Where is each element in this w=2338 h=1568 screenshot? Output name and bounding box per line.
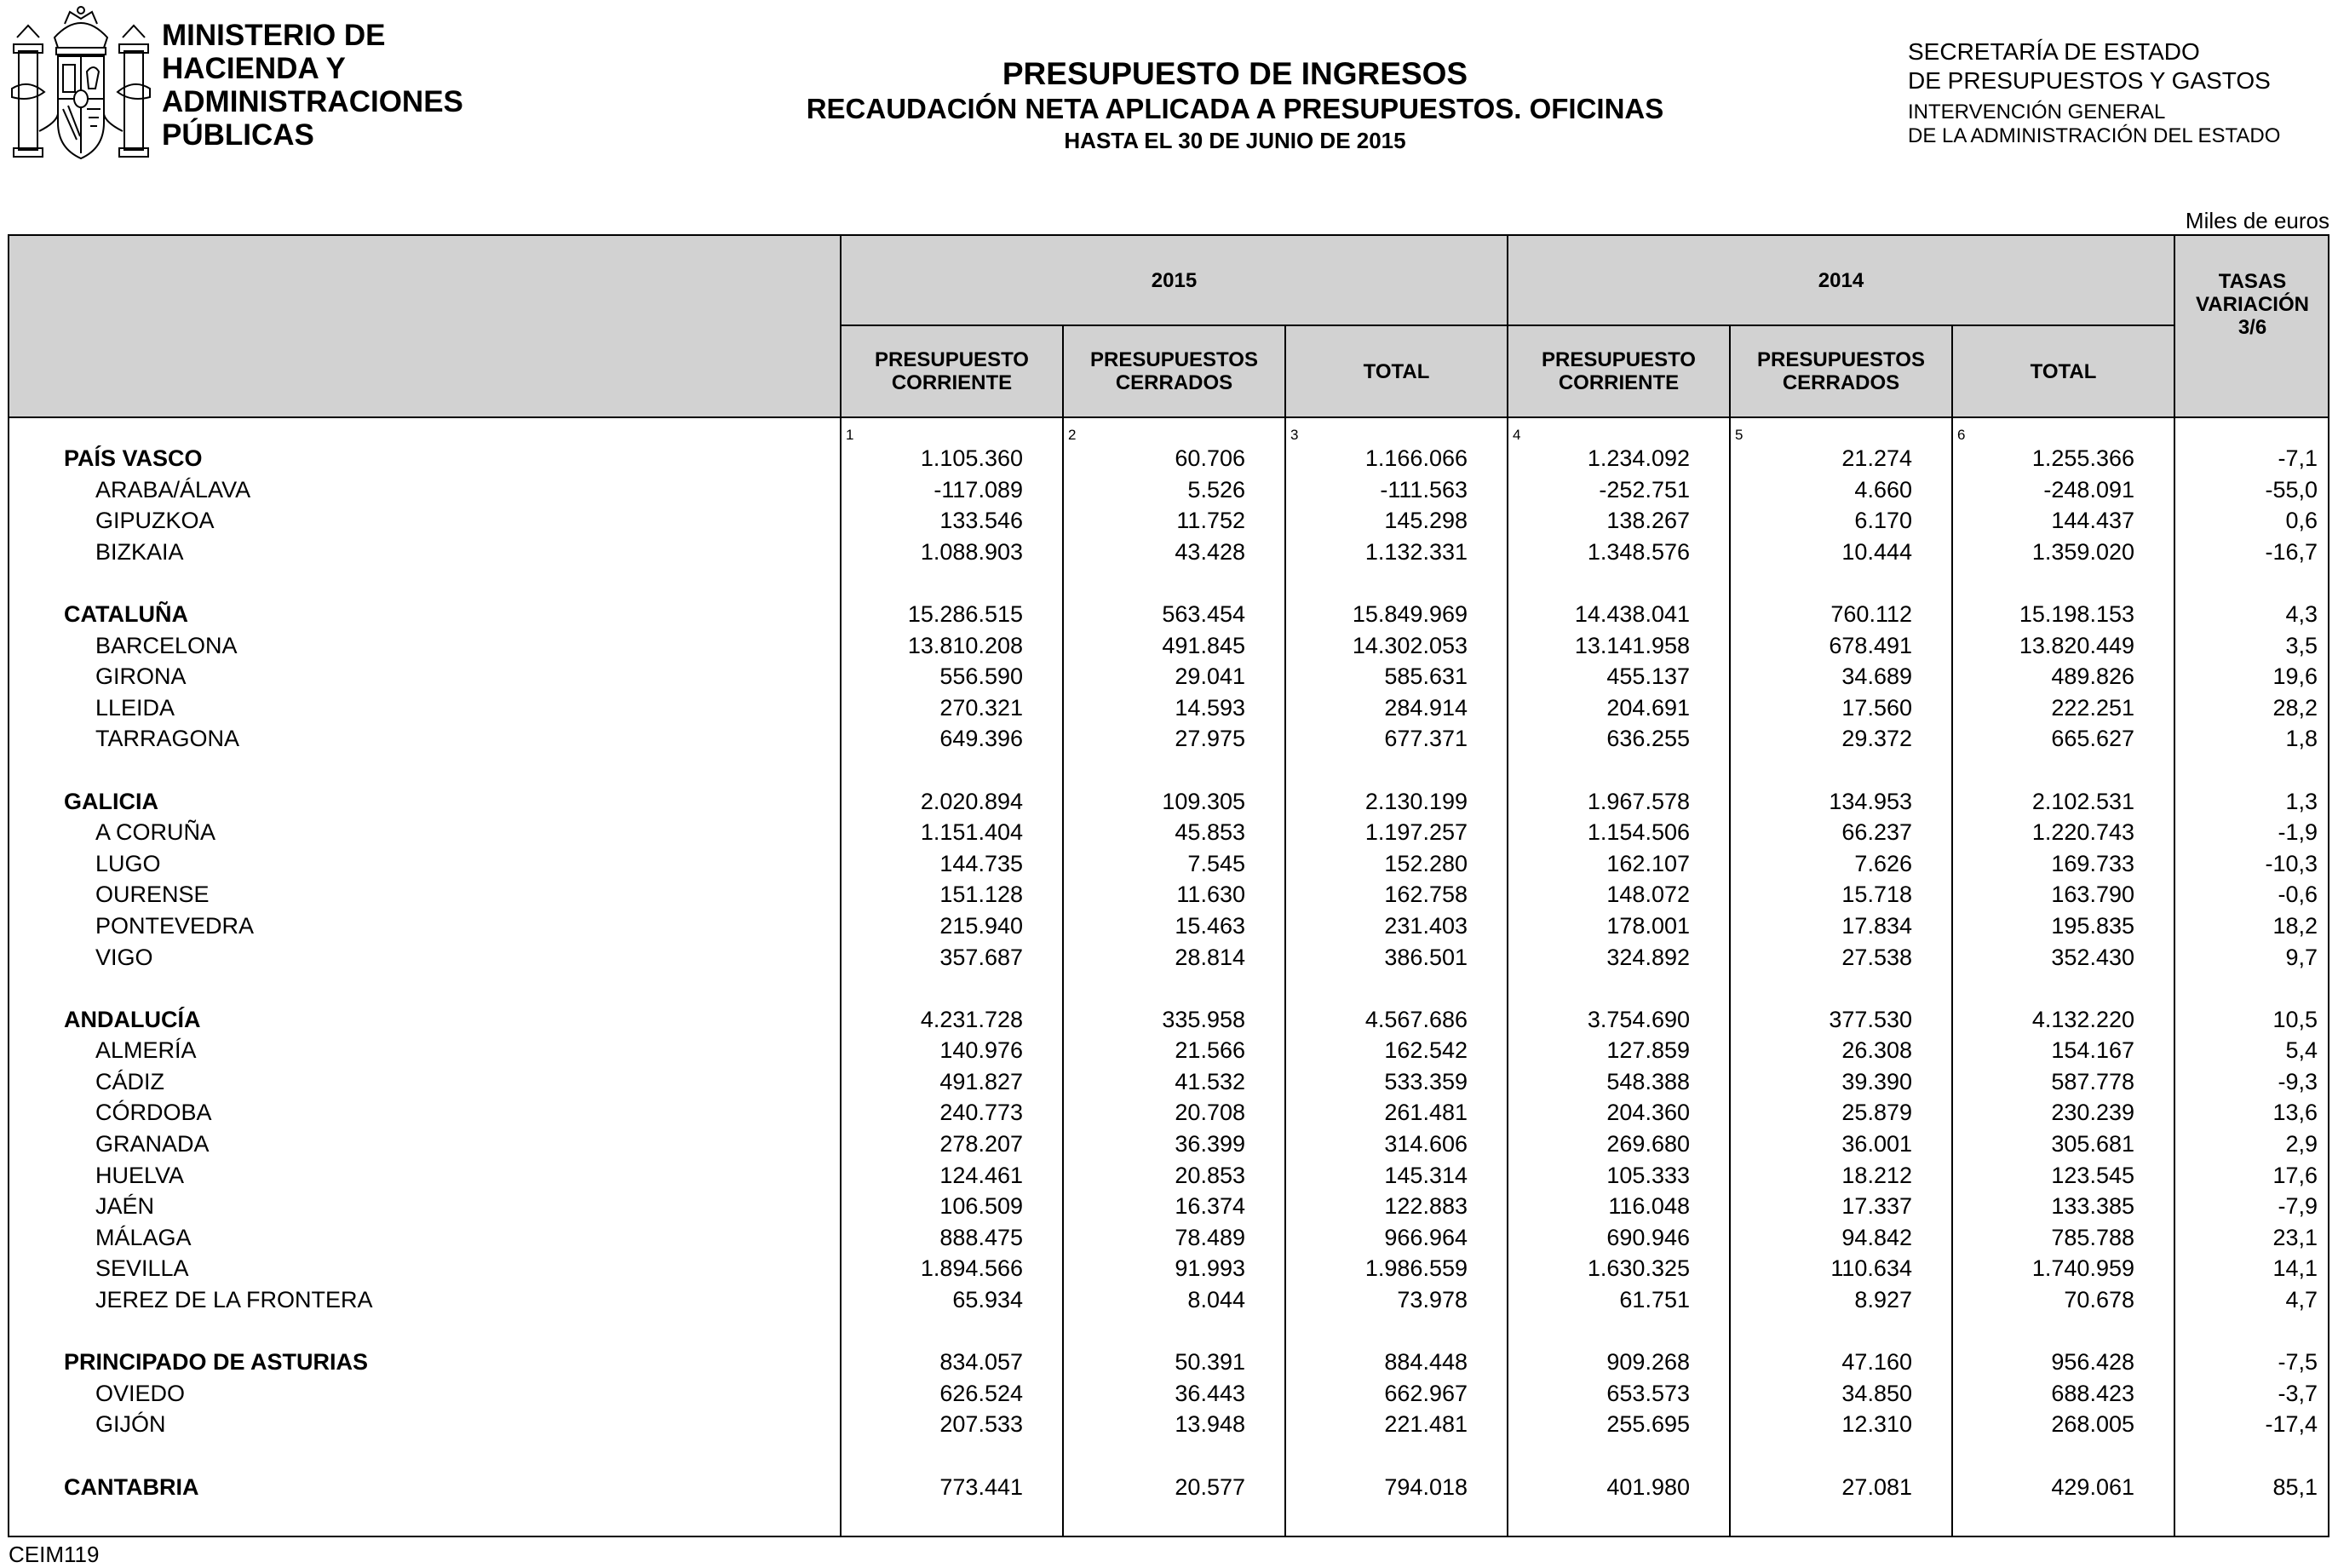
value-cell: 1.348.576 xyxy=(1587,538,1690,565)
column-number: 4 xyxy=(1513,427,1521,443)
value-cell: 60.706 xyxy=(1175,445,1245,471)
variation-cell: 28,2 xyxy=(2272,694,2318,721)
value-cell: 7.626 xyxy=(1854,850,1912,876)
column-number: 1 xyxy=(846,427,854,443)
value-cell: 106.509 xyxy=(939,1193,1023,1220)
value-cell: 677.371 xyxy=(1384,726,1468,752)
row-label: PRINCIPADO DE ASTURIAS xyxy=(64,1349,369,1376)
variation-cell: 1,3 xyxy=(2285,788,2318,814)
value-cell: 28.814 xyxy=(1175,944,1245,970)
row-label: CÁDIZ xyxy=(95,1068,164,1094)
value-cell: 1.154.506 xyxy=(1587,819,1690,846)
report-date: HASTA EL 30 DE JUNIO DE 2015 xyxy=(1064,128,1406,153)
value-cell: 36.399 xyxy=(1175,1131,1245,1157)
value-cell: 11.752 xyxy=(1176,508,1245,534)
province-row xyxy=(9,1409,2328,1440)
year-2014-header: 2014 xyxy=(1818,268,1864,292)
value-cell: 204.360 xyxy=(1606,1100,1690,1126)
value-cell: 888.475 xyxy=(939,1224,1023,1250)
value-cell: 222.251 xyxy=(2051,694,2134,721)
value-cell: 13.948 xyxy=(1175,1411,1245,1438)
variation-cell: 19,6 xyxy=(2272,663,2318,690)
value-cell: 148.072 xyxy=(1606,882,1690,908)
column-number: 5 xyxy=(1735,427,1743,443)
province-row xyxy=(9,910,2328,942)
province-row xyxy=(9,1191,2328,1222)
value-cell: 2.020.894 xyxy=(920,788,1023,814)
value-cell: 1.197.257 xyxy=(1364,819,1468,846)
value-cell: 36.443 xyxy=(1175,1380,1245,1406)
value-cell: 6.170 xyxy=(1854,508,1912,534)
value-cell: 39.390 xyxy=(1841,1068,1912,1094)
group-spacer xyxy=(9,973,2328,1004)
value-cell: 1.151.404 xyxy=(920,819,1023,846)
value-cell: 144.735 xyxy=(939,850,1023,876)
row-label: OURENSE xyxy=(95,882,210,908)
value-cell: 41.532 xyxy=(1175,1068,1245,1094)
value-cell: 20.853 xyxy=(1175,1162,1245,1188)
variation-cell: -55,0 xyxy=(2265,476,2318,503)
region-row xyxy=(9,1347,2328,1378)
region-row xyxy=(9,786,2328,818)
value-cell: 25.879 xyxy=(1841,1100,1912,1126)
row-label: A CORUÑA xyxy=(95,819,216,846)
value-cell: 489.826 xyxy=(2051,663,2134,690)
region-row xyxy=(9,1472,2328,1503)
value-cell: 145.314 xyxy=(1384,1162,1468,1188)
row-label: JEREZ DE LA FRONTERA xyxy=(95,1287,373,1313)
column-number: 2 xyxy=(1068,427,1077,443)
row-label: HUELVA xyxy=(95,1162,185,1188)
value-cell: 91.993 xyxy=(1175,1255,1245,1282)
variation-cell: 3,5 xyxy=(2285,632,2318,658)
value-cell: 15.198.153 xyxy=(2019,600,2134,627)
value-cell: 127.859 xyxy=(1606,1037,1690,1064)
row-label: LUGO xyxy=(95,850,161,876)
value-cell: 116.048 xyxy=(1608,1193,1690,1220)
value-cell: 5.526 xyxy=(1187,476,1245,503)
value-cell: 163.790 xyxy=(2051,882,2134,908)
value-cell: 4.567.686 xyxy=(1364,1006,1468,1032)
variation-cell: -10,3 xyxy=(2265,850,2318,876)
value-cell: 14.302.053 xyxy=(1352,632,1468,658)
value-cell: 1.740.959 xyxy=(2031,1255,2134,1282)
value-cell: 162.758 xyxy=(1384,882,1468,908)
value-cell: 563.454 xyxy=(1162,600,1245,627)
value-cell: 124.461 xyxy=(939,1162,1023,1188)
group-spacer xyxy=(9,1440,2328,1472)
value-cell: 36.001 xyxy=(1841,1131,1912,1157)
value-cell: 27.081 xyxy=(1841,1473,1912,1500)
value-cell: 27.975 xyxy=(1175,726,1245,752)
variation-cell: 18,2 xyxy=(2272,912,2318,939)
value-cell: 688.423 xyxy=(2051,1380,2134,1406)
total-header: TOTAL xyxy=(2030,359,2097,383)
variation-cell: 0,6 xyxy=(2285,508,2318,534)
province-row xyxy=(9,848,2328,880)
value-cell: 12.310 xyxy=(1841,1411,1912,1438)
value-cell: 13.810.208 xyxy=(907,632,1023,658)
value-cell: 533.359 xyxy=(1384,1068,1468,1094)
value-cell: 15.849.969 xyxy=(1352,600,1468,627)
variation-cell: 14,1 xyxy=(2272,1255,2318,1282)
row-label: TARRAGONA xyxy=(95,726,240,752)
row-label: CANTABRIA xyxy=(64,1473,199,1500)
value-cell: 956.428 xyxy=(2051,1349,2134,1376)
value-cell: 16.374 xyxy=(1175,1193,1245,1220)
value-cell: 138.267 xyxy=(1606,508,1690,534)
value-cell: 773.441 xyxy=(939,1473,1023,1500)
variation-cell: 4,7 xyxy=(2285,1287,2318,1313)
row-label: GALICIA xyxy=(64,788,158,814)
value-cell: 162.107 xyxy=(1606,850,1690,876)
value-cell: 548.388 xyxy=(1606,1068,1690,1094)
value-cell: 110.634 xyxy=(1830,1255,1912,1282)
value-cell: 109.305 xyxy=(1162,788,1245,814)
tasas-variacion-header: TASAS VARIACIÓN 3/6 xyxy=(2196,270,2309,339)
value-cell: 1.359.020 xyxy=(2031,538,2134,565)
variation-cell: 4,3 xyxy=(2285,600,2318,627)
presupuesto-corriente-header: PRESUPUESTO CORRIENTE xyxy=(1542,348,1696,394)
province-row xyxy=(9,1066,2328,1098)
group-spacer xyxy=(9,1316,2328,1347)
value-cell: 140.976 xyxy=(939,1037,1023,1064)
province-row xyxy=(9,879,2328,910)
value-cell: 145.298 xyxy=(1384,508,1468,534)
value-cell: 1.986.559 xyxy=(1364,1255,1468,1282)
value-cell: 909.268 xyxy=(1606,1349,1690,1376)
column-number: 6 xyxy=(1957,427,1966,443)
variation-cell: 17,6 xyxy=(2272,1162,2318,1188)
value-cell: 585.631 xyxy=(1384,663,1468,690)
value-cell: 66.237 xyxy=(1841,819,1912,846)
province-row xyxy=(9,692,2328,724)
value-cell: 17.337 xyxy=(1841,1193,1912,1220)
row-label: VIGO xyxy=(95,944,153,970)
value-cell: 305.681 xyxy=(2051,1131,2134,1157)
row-label: MÁLAGA xyxy=(95,1224,192,1250)
report-code: CEIM119 xyxy=(9,1542,100,1567)
value-cell: 4.231.728 xyxy=(920,1006,1023,1032)
value-cell: 43.428 xyxy=(1175,538,1245,565)
value-cell: 73.978 xyxy=(1397,1287,1468,1313)
value-cell: 204.691 xyxy=(1606,694,1690,721)
row-label: CATALUÑA xyxy=(64,600,188,627)
variation-cell: 10,5 xyxy=(2272,1006,2318,1032)
row-label: BIZKAIA xyxy=(95,538,184,565)
value-cell: 162.542 xyxy=(1384,1037,1468,1064)
value-cell: 678.491 xyxy=(1829,632,1912,658)
value-cell: 834.057 xyxy=(939,1349,1023,1376)
value-cell: -252.751 xyxy=(1599,476,1690,503)
value-cell: 134.953 xyxy=(1829,788,1912,814)
value-cell: 45.853 xyxy=(1175,819,1245,846)
value-cell: 207.533 xyxy=(939,1411,1023,1438)
value-cell: 690.946 xyxy=(1606,1224,1690,1250)
value-cell: 231.403 xyxy=(1384,912,1468,939)
value-cell: 1.132.331 xyxy=(1364,538,1468,565)
value-cell: 47.160 xyxy=(1841,1349,1912,1376)
coat-of-arms-icon xyxy=(5,3,157,167)
value-cell: 78.489 xyxy=(1175,1224,1245,1250)
value-cell: 2.130.199 xyxy=(1364,788,1468,814)
row-label: PAÍS VASCO xyxy=(64,445,203,471)
ministry-name: MINISTERIO DE HACIENDA Y ADMINISTRACIONES PÚBLICAS xyxy=(162,19,463,152)
variation-cell: -17,4 xyxy=(2265,1411,2318,1438)
value-cell: 13.141.958 xyxy=(1574,632,1690,658)
value-cell: 215.940 xyxy=(939,912,1023,939)
report-subtitle: RECAUDACIÓN NETA APLICADA A PRESUPUESTOS. OFICINAS xyxy=(806,93,1664,124)
value-cell: 269.680 xyxy=(1606,1131,1690,1157)
group-spacer xyxy=(9,755,2328,786)
value-cell: 15.718 xyxy=(1841,882,1912,908)
province-row xyxy=(9,1253,2328,1284)
value-cell: 455.137 xyxy=(1606,663,1690,690)
value-cell: 665.627 xyxy=(2051,726,2134,752)
row-label: ANDALUCÍA xyxy=(64,1006,201,1032)
presupuesto-corriente-header: PRESUPUESTO CORRIENTE xyxy=(875,348,1029,394)
row-label: OVIEDO xyxy=(95,1380,186,1406)
value-cell: 20.708 xyxy=(1175,1100,1245,1126)
value-cell: 195.835 xyxy=(2051,912,2134,939)
value-cell: 1.967.578 xyxy=(1587,788,1690,814)
variation-cell: 13,6 xyxy=(2272,1100,2318,1126)
value-cell: 29.372 xyxy=(1841,726,1912,752)
province-row xyxy=(9,1035,2328,1066)
value-cell: 377.530 xyxy=(1829,1006,1912,1032)
province-row xyxy=(9,505,2328,537)
presupuestos-cerrados-header: PRESUPUESTOS CERRADOS xyxy=(1757,348,1925,394)
province-row xyxy=(9,817,2328,848)
variation-cell: -16,7 xyxy=(2265,538,2318,565)
value-cell: 8.044 xyxy=(1187,1287,1245,1313)
value-cell: 1.894.566 xyxy=(920,1255,1023,1282)
region-row xyxy=(9,599,2328,630)
value-cell: 169.733 xyxy=(2051,850,2134,876)
variation-cell: -0,6 xyxy=(2278,882,2318,908)
value-cell: -117.089 xyxy=(933,476,1023,503)
value-cell: 785.788 xyxy=(2051,1224,2134,1250)
value-cell: 178.001 xyxy=(1606,912,1690,939)
province-row xyxy=(9,1284,2328,1316)
value-cell: 18.212 xyxy=(1841,1162,1912,1188)
province-row xyxy=(9,630,2328,662)
row-label: JAÉN xyxy=(95,1193,155,1220)
value-cell: -111.563 xyxy=(1380,476,1468,503)
variation-cell: -7,5 xyxy=(2278,1349,2318,1376)
report-title: PRESUPUESTO DE INGRESOS xyxy=(1002,56,1468,91)
variation-cell: -7,1 xyxy=(2278,445,2318,471)
value-cell: 50.391 xyxy=(1175,1349,1245,1376)
value-cell: 144.437 xyxy=(2051,508,2134,534)
province-row xyxy=(9,723,2328,755)
variation-cell: 9,7 xyxy=(2285,944,2318,970)
value-cell: 357.687 xyxy=(939,944,1023,970)
presupuestos-cerrados-header: PRESUPUESTOS CERRADOS xyxy=(1090,348,1258,394)
value-cell: 4.132.220 xyxy=(2031,1006,2134,1032)
value-cell: 324.892 xyxy=(1606,944,1690,970)
value-cell: 636.255 xyxy=(1606,726,1690,752)
variation-cell: -3,7 xyxy=(2278,1380,2318,1406)
value-cell: 314.606 xyxy=(1384,1131,1468,1157)
value-cell: 1.630.325 xyxy=(1587,1255,1690,1282)
value-cell: 966.964 xyxy=(1384,1224,1468,1250)
value-cell: 240.773 xyxy=(939,1100,1023,1126)
value-cell: 8.927 xyxy=(1854,1287,1912,1313)
value-cell: 1.255.366 xyxy=(2031,445,2134,471)
row-label: ARABA/ÁLAVA xyxy=(95,476,251,503)
value-cell: 17.560 xyxy=(1841,694,1912,721)
variation-cell: -9,3 xyxy=(2278,1068,2318,1094)
province-row xyxy=(9,1222,2328,1254)
value-cell: 15.463 xyxy=(1175,912,1245,939)
value-cell: 587.778 xyxy=(2051,1068,2134,1094)
column-number: 3 xyxy=(1290,427,1299,443)
province-row xyxy=(9,942,2328,974)
row-label: PONTEVEDRA xyxy=(95,912,255,939)
value-cell: 14.593 xyxy=(1175,694,1245,721)
variation-cell: -7,9 xyxy=(2278,1193,2318,1220)
value-cell: 429.061 xyxy=(2051,1473,2134,1500)
value-cell: 151.128 xyxy=(939,882,1023,908)
variation-cell: -1,9 xyxy=(2278,819,2318,846)
value-cell: 662.967 xyxy=(1384,1380,1468,1406)
value-cell: 27.538 xyxy=(1841,944,1912,970)
value-cell: 270.321 xyxy=(939,694,1023,721)
province-row xyxy=(9,1097,2328,1129)
row-label: CÓRDOBA xyxy=(95,1100,212,1126)
year-2015-header: 2015 xyxy=(1151,268,1198,292)
value-cell: 1.105.360 xyxy=(920,445,1023,471)
province-row xyxy=(9,537,2328,568)
row-label: GRANADA xyxy=(95,1131,210,1157)
value-cell: 653.573 xyxy=(1606,1380,1690,1406)
province-row xyxy=(9,474,2328,506)
value-cell: 884.448 xyxy=(1384,1349,1468,1376)
value-cell: 794.018 xyxy=(1384,1473,1468,1500)
value-cell: 649.396 xyxy=(939,726,1023,752)
value-cell: 105.333 xyxy=(1606,1162,1690,1188)
value-cell: 221.481 xyxy=(1384,1411,1468,1438)
variation-cell: 1,8 xyxy=(2285,726,2318,752)
document-header xyxy=(0,0,2338,233)
row-label: GIRONA xyxy=(95,663,187,690)
value-cell: 255.695 xyxy=(1606,1411,1690,1438)
value-cell: 7.545 xyxy=(1187,850,1245,876)
variation-cell: 23,1 xyxy=(2272,1224,2318,1250)
value-cell: 123.545 xyxy=(2051,1162,2134,1188)
province-row xyxy=(9,661,2328,692)
value-cell: 152.280 xyxy=(1384,850,1468,876)
value-cell: 1.220.743 xyxy=(2031,819,2134,846)
row-label: SEVILLA xyxy=(95,1255,189,1282)
value-cell: 34.689 xyxy=(1841,663,1912,690)
table-body xyxy=(9,443,2328,1502)
value-cell: 65.934 xyxy=(952,1287,1023,1313)
value-cell: 278.207 xyxy=(939,1131,1023,1157)
value-cell: 4.660 xyxy=(1854,476,1912,503)
value-cell: 626.524 xyxy=(939,1380,1023,1406)
value-cell: 29.041 xyxy=(1175,663,1245,690)
value-cell: 3.754.690 xyxy=(1587,1006,1690,1032)
value-cell: 1.088.903 xyxy=(920,538,1023,565)
row-label: GIJÓN xyxy=(95,1411,166,1438)
value-cell: 133.385 xyxy=(2051,1193,2134,1220)
value-cell: 20.577 xyxy=(1175,1473,1245,1500)
province-row xyxy=(9,1129,2328,1160)
value-cell: 34.850 xyxy=(1841,1380,1912,1406)
value-cell: 70.678 xyxy=(2064,1287,2134,1313)
revenue-table xyxy=(8,234,2329,1537)
value-cell: 556.590 xyxy=(939,663,1023,690)
row-label: LLEIDA xyxy=(95,694,175,721)
value-cell: 11.630 xyxy=(1176,882,1245,908)
value-cell: 491.827 xyxy=(939,1068,1023,1094)
total-header: TOTAL xyxy=(1363,359,1430,383)
value-cell: 261.481 xyxy=(1384,1100,1468,1126)
value-cell: 386.501 xyxy=(1384,944,1468,970)
secretaria-block: SECRETARÍA DE ESTADO DE PRESUPUESTOS Y GASTOS INTERVENCIÓN GENERAL DE LA ADMINISTRACIÓN DEL ESTADO xyxy=(1908,38,2281,147)
group-spacer xyxy=(9,567,2328,599)
value-cell: 10.444 xyxy=(1841,538,1912,565)
value-cell: 1.234.092 xyxy=(1587,445,1690,471)
report-titles xyxy=(681,56,1789,155)
value-cell: 268.005 xyxy=(2051,1411,2134,1438)
value-cell: 335.958 xyxy=(1162,1006,1245,1032)
value-cell: 15.286.515 xyxy=(907,600,1023,627)
value-cell: 401.980 xyxy=(1606,1473,1690,1500)
value-cell: 491.845 xyxy=(1162,632,1245,658)
region-row xyxy=(9,443,2328,474)
value-cell: -248.091 xyxy=(2043,476,2134,503)
region-row xyxy=(9,1004,2328,1036)
row-label: GIPUZKOA xyxy=(95,508,215,534)
value-cell: 21.566 xyxy=(1175,1037,1245,1064)
value-cell: 352.430 xyxy=(2051,944,2134,970)
value-cell: 2.102.531 xyxy=(2031,788,2134,814)
value-cell: 760.112 xyxy=(1830,600,1912,627)
value-cell: 1.166.066 xyxy=(1364,445,1468,471)
value-cell: 14.438.041 xyxy=(1574,600,1690,627)
value-cell: 230.239 xyxy=(2051,1100,2134,1126)
province-row xyxy=(9,1160,2328,1192)
variation-cell: 5,4 xyxy=(2285,1037,2318,1064)
row-label: ALMERÍA xyxy=(95,1037,197,1064)
value-cell: 122.883 xyxy=(1384,1193,1468,1220)
value-cell: 133.546 xyxy=(939,508,1023,534)
value-cell: 21.274 xyxy=(1841,445,1912,471)
row-label: BARCELONA xyxy=(95,632,238,658)
units-label: Miles de euros xyxy=(2185,208,2329,233)
value-cell: 284.914 xyxy=(1384,694,1468,721)
value-cell: 154.167 xyxy=(2051,1037,2134,1064)
variation-cell: 85,1 xyxy=(2272,1473,2318,1500)
value-cell: 94.842 xyxy=(1841,1224,1912,1250)
variation-cell: 2,9 xyxy=(2285,1131,2318,1157)
value-cell: 26.308 xyxy=(1841,1037,1912,1064)
province-row xyxy=(9,1378,2328,1410)
value-cell: 17.834 xyxy=(1841,912,1912,939)
value-cell: 61.751 xyxy=(1619,1287,1690,1313)
value-cell: 13.820.449 xyxy=(2019,632,2134,658)
